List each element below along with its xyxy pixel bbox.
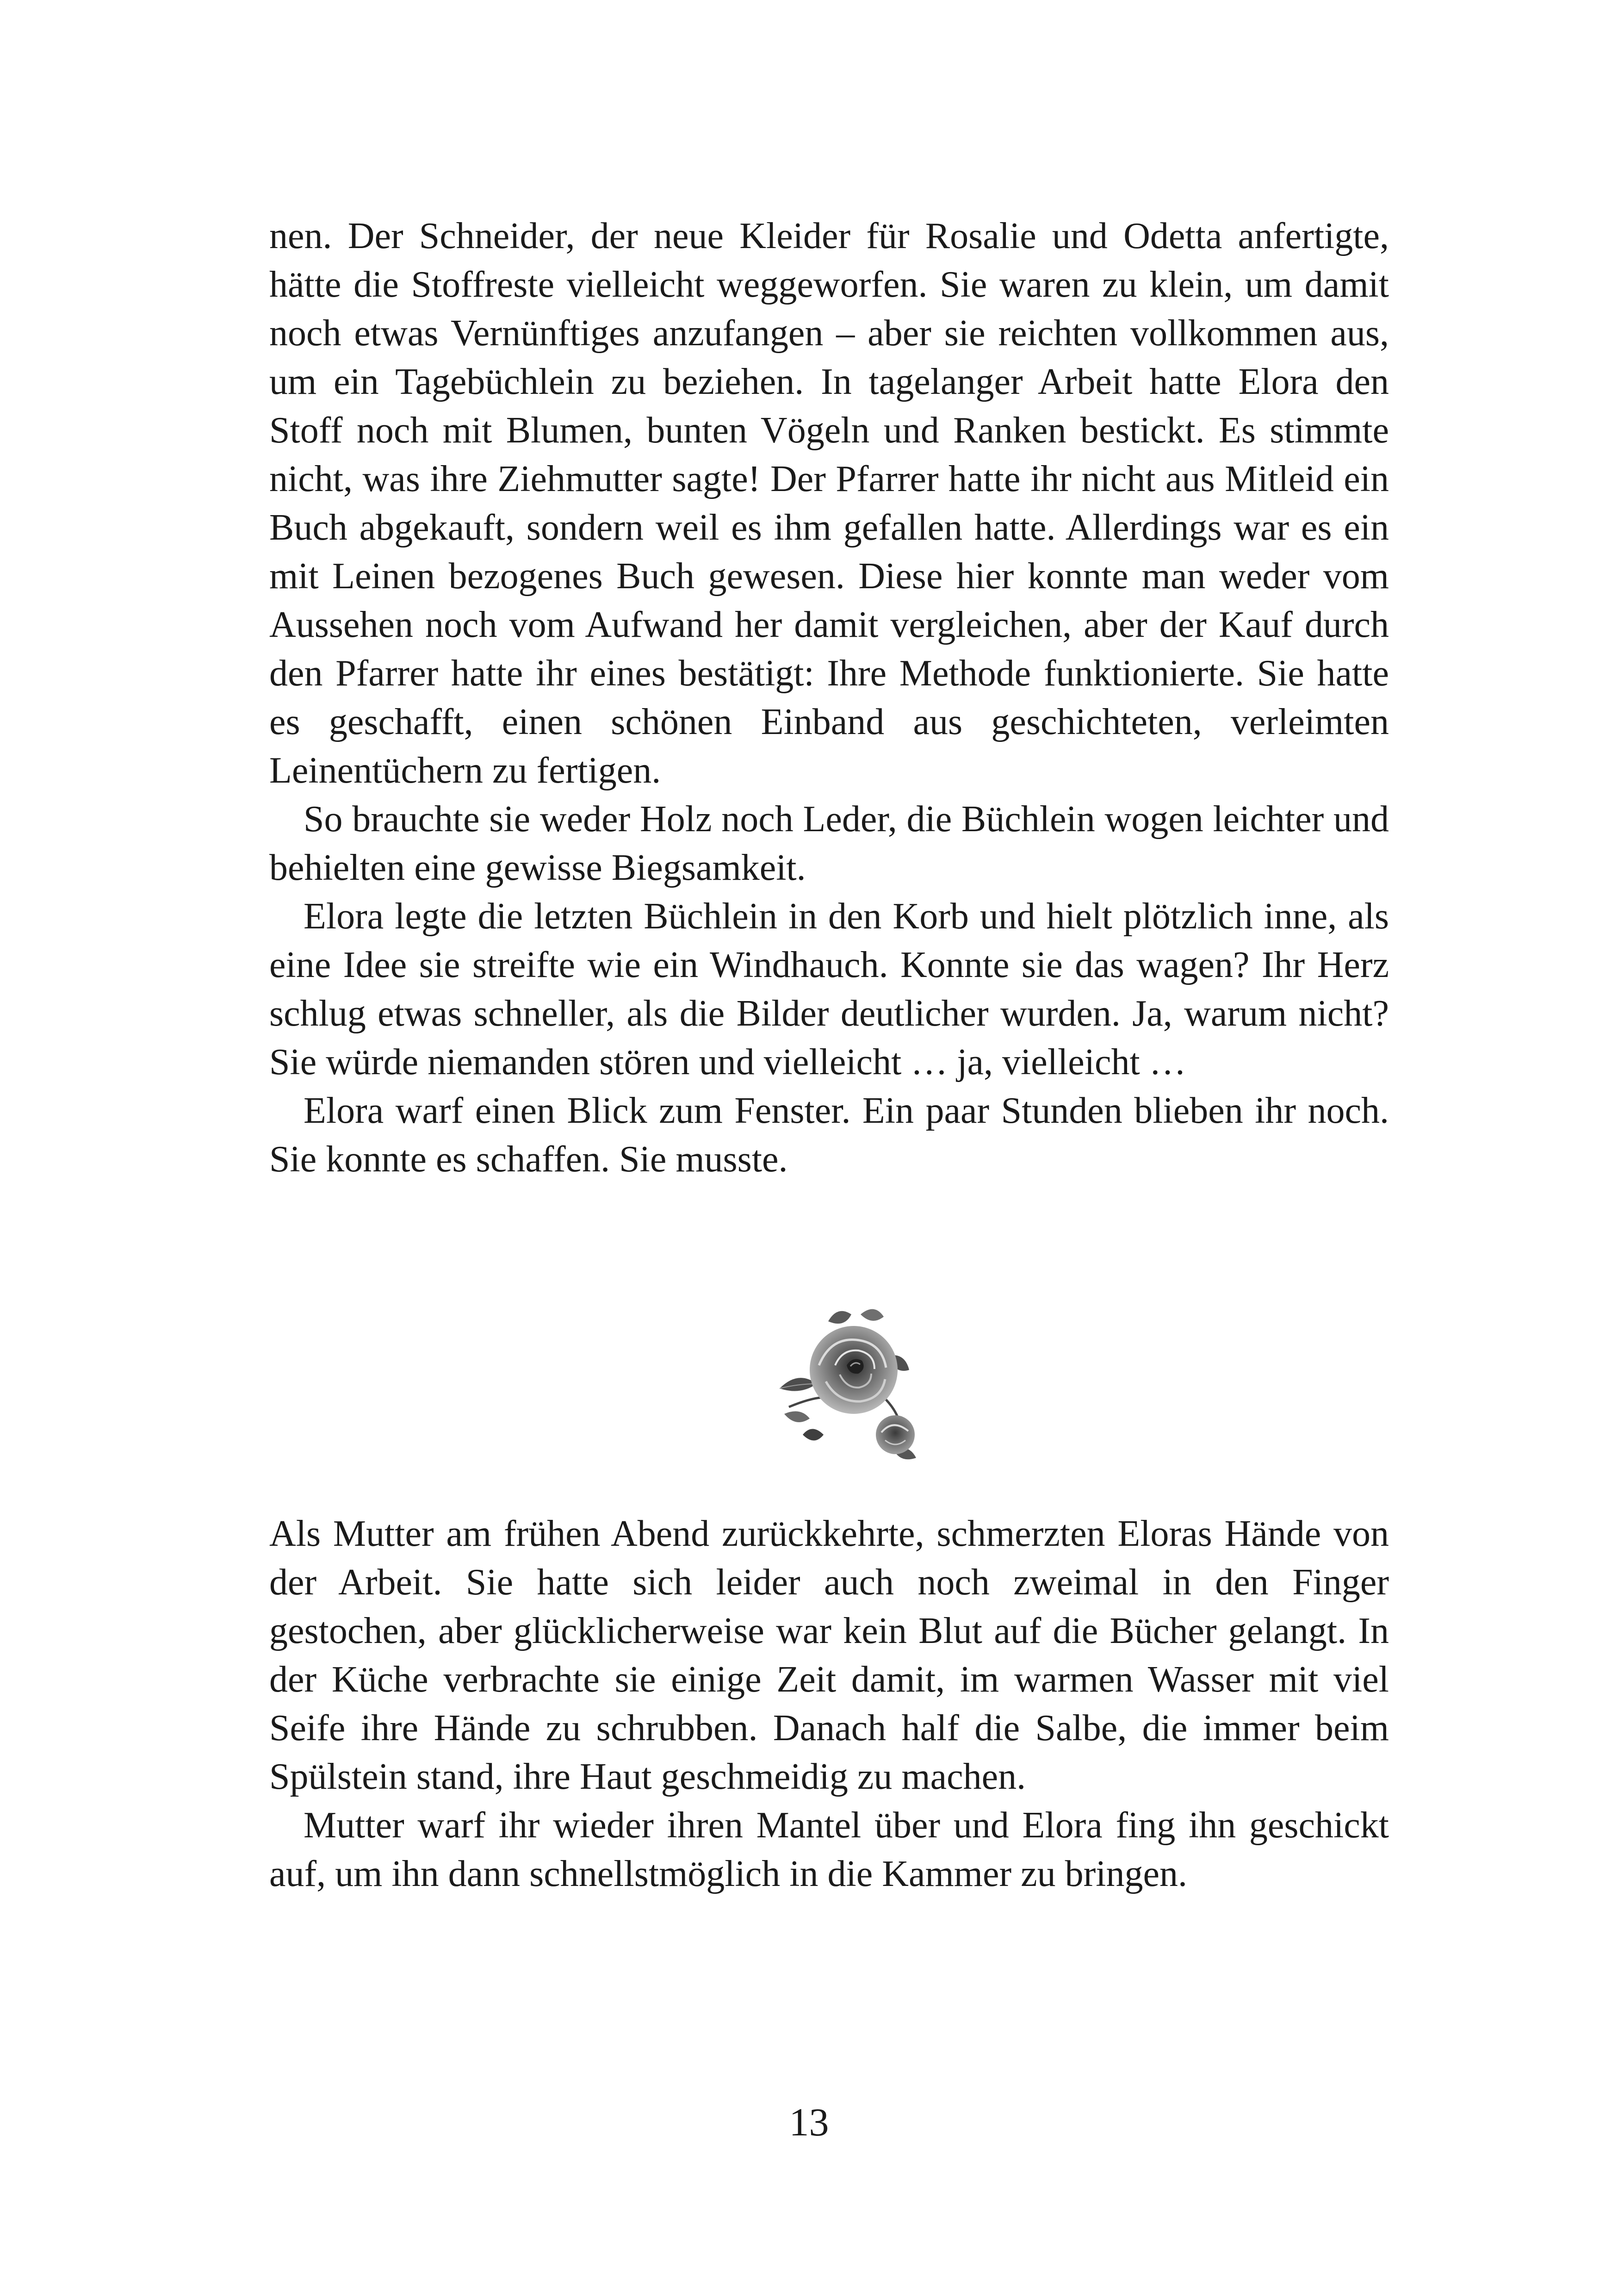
text-block-top (269, 212, 1389, 1184)
rose-ornament-icon (761, 1296, 937, 1472)
paragraph: Elora warf einen Blick zum Fenster. Ein paar Stunden blieben ihr noch. Sie konnte es schaffen. Sie musste. (269, 1090, 1389, 1180)
paragraph: nen. Der Schneider, der neue Kleider für Rosalie und Odetta anfertigte, hätte die Stoffreste vielleicht weggeworfen. Sie waren zu klein, um damit noch etwas Vernünftiges anzufangen – aber sie reichten vollkommen aus, um ein Tagebüchlein zu beziehen. In tagelanger Arbeit hatte Elora den Stoff noch mit Blumen, bunten Vögeln und Ranken bestickt. Es stimmte nicht, was ihre Ziehmutter sagte! Der Pfarrer hatte ihr nicht aus Mitleid ein Buch abgekauft, sondern weil es ihm gefallen hatte. Allerdings war es ein mit Leinen bezogenes Buch gewesen. Diese hier konnte man weder vom Aussehen noch vom Aufwand her damit vergleichen, aber der Kauf durch den Pfarrer hatte ihr eines bestätigt: Ihre Methode funktionierte. Sie hatte es geschafft, einen schönen Einband aus geschichteten, verleimten Leinentüchern zu fertigen. (269, 216, 1389, 791)
paragraph: So brauchte sie weder Holz noch Leder, die Büchlein wogen leichter und behielten eine gewisse Biegsamkeit. (269, 799, 1389, 888)
paragraph: Mutter warf ihr wieder ihren Mantel über und Elora fing ihn geschickt auf, um ihn dann schnellstmöglich in die Kammer zu bringen. (269, 1805, 1389, 1894)
paragraph: Elora legte die letzten Büchlein in den Korb und hielt plötzlich inne, als eine Idee sie streifte wie ein Windhauch. Konnte sie das wagen? Ihr Herz schlug etwas schneller, als die Bilder deutlicher wurden. Ja, warum nicht? Sie würde niemanden stören und vielleicht … ja, vielleicht … (269, 896, 1389, 1083)
paragraph: Als Mutter am frühen Abend zurückkehrte, schmerzten Eloras Hände von der Arbeit. Sie hatte sich leider auch noch zweimal in den Finger gestochen, aber glücklicherweise war kein Blut auf die Bücher gelangt. In der Küche verbrachte sie einige Zeit damit, im warmen Wasser mit viel Seife ihre Hände zu schrubben. Danach half die Salbe, die immer beim Spülstein stand, ihre Haut geschmeidig zu machen. (269, 1513, 1389, 1797)
page-number: 13 (789, 2100, 829, 2144)
text-block-bottom (269, 1510, 1389, 1898)
